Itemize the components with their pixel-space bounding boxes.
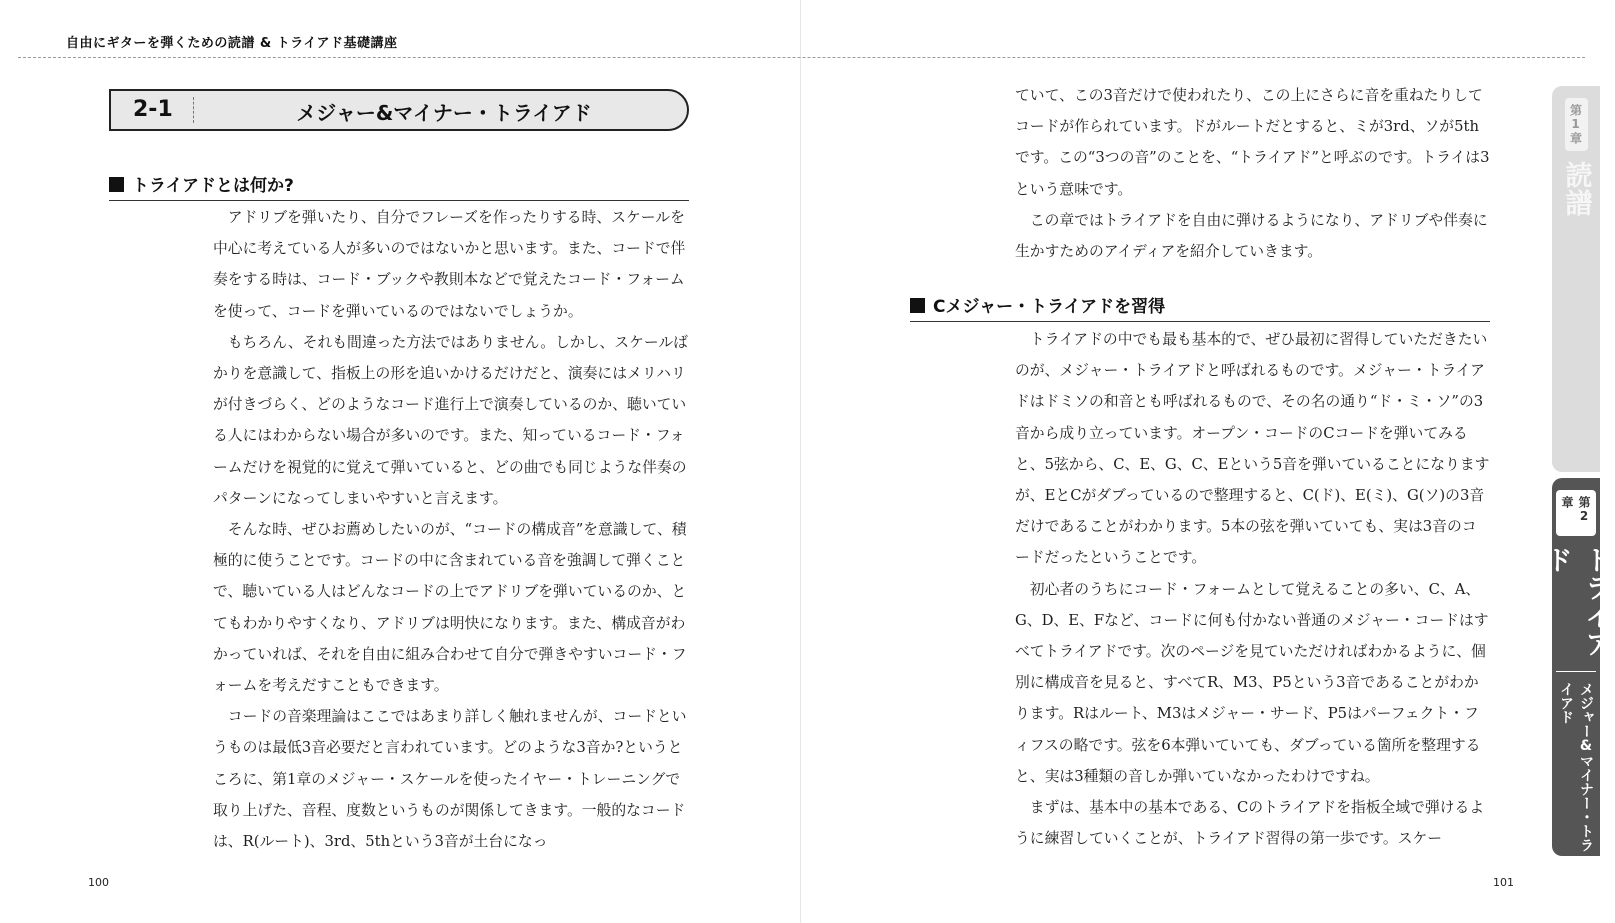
paragraph: コードの音楽理論はここではあまり詳しく触れませんが、コードというものは最低3音必要だと言われています。どのような3音か?というところに、第1章のメジャー・スケールを使ったイヤー・トレーニングで取り上げた、音程、度数というものが関係してきます。一般的なコードは、R(ルート)、3rd、5thという3音が土台になっ [213, 708, 687, 851]
right-body [1015, 324, 1491, 854]
paragraph: もちろん、それも間違った方法ではありません。しかし、スケールばかりを意識して、指板上の形を追いかけるだけだと、演奏にはメリハリが付きづらく、どのようなコード進行上で演奏しているのか、聴いている人にはわからない場合が多いのです。また、知っているコード・フォームだけを視覚的に覚えて弾いていると、どの曲でも同じような伴奏のパターンになってしまいやすいと言えます。 [213, 333, 688, 507]
paragraph: そんな時、ぜひお薦めしたいのが、“コードの構成音”を意識して、積極的に使うことです。コードの中に含まれている音を強調して弾くことで、聴いている人はどんなコードの上でアドリブを弾いているのか、とてもわかりやすくなり、アドリブは明快になります。また、構成音がわかっていれば、それを自由に組み合わせて自分で弾きやすいコード・フォームを考えだすこともできます。 [213, 521, 687, 695]
chapter-subtitle: メジャー&マイナー・トライアド [1556, 671, 1596, 856]
left-subhead-text: トライアドとは何か? [132, 176, 294, 196]
right-body-top [1015, 80, 1491, 267]
left-body [213, 202, 689, 857]
square-bullet-icon [910, 298, 925, 313]
chapter-label: 第1章 [1565, 98, 1588, 151]
section-number: 2-1 [133, 97, 173, 122]
page-number-right: 101 [1493, 876, 1514, 889]
chapter-title: 読譜 [1560, 161, 1592, 217]
square-bullet-icon [109, 177, 124, 192]
paragraph: 初心者のうちにコード・フォームとして覚えることの多い、C、A、G、D、E、Fなど、コードに何も付かない普通のメジャー・コードはすべてトライアドです。次のページを見ていただければわかるように、個別に構成音を見ると、すべてR、M3、P5という3音であることがわかります。Rはルート、M3はメジャー・サード、P5はパーフェクト・フィフスの略です。弦を6本弾いていても、ダブっている箇所を整理すると、実は3種類の音しか弾いていなかったわけですね。 [1015, 580, 1489, 785]
paragraph: トライアドの中でも最も基本的で、ぜひ最初に習得していただきたいのが、メジャー・トライアドと呼ばれるものです。メジャー・トライアドはドミソの和音とも呼ばれるもので、その名の通り“ド・ミ・ソ”の3音から成り立っています。オープン・コードのCコードを弾いてみると、5弦から、C、E、G、C、Eという5音を弾いていることになりますが、EとCがダブっているので整理すると、C(ド)、E(ミ)、G(ソ)の3音だけであることがわかります。5本の弦を弾いていても、実は3音のコードだったということです。 [1015, 331, 1490, 567]
left-subhead [109, 171, 689, 201]
right-subhead [910, 292, 1490, 322]
chapter-tab-2[interactable] [1541, 478, 1611, 856]
gutter [800, 0, 801, 923]
running-head: 自由にギターを弾くための読譜 & トライアド基礎講座 [66, 36, 398, 51]
paragraph: この章ではトライアドを自由に弾けるようになり、アドリブや伴奏に生かすためのアイディアを紹介していきます。 [1015, 211, 1488, 261]
right-subhead-text: Cメジャー・トライアドを習得 [933, 297, 1166, 317]
chapter-title: トライアド [1541, 545, 1611, 658]
paragraph: ていて、この3音だけで使われたり、この上にさらに音を重ねたりしてコードが作られています。ドがルートだとすると、ミが3rd、ソが5thです。この“3つの音”のことを、“トライアド”と呼ぶのです。トライは3という意味です。 [1015, 87, 1490, 198]
banner-divider [193, 97, 194, 123]
paragraph: アドリブを弾いたり、自分でフレーズを作ったりする時、スケールを中心に考えている人が多いのではないかと思います。また、コードで伴奏をする時は、コード・ブックや教則本などで覚えたコード・フォームを使って、コードを弾いているのではないでしょうか。 [213, 209, 686, 320]
header-rule [18, 57, 1585, 58]
section-banner [109, 89, 689, 131]
section-title: メジャー&マイナー・トライアド [296, 101, 592, 125]
chapter-tab-1[interactable] [1552, 86, 1600, 472]
paragraph: まずは、基本中の基本である、Cのトライアドを指板全域で弾けるように練習していくことが、トライアド習得の第一歩です。スケー [1015, 799, 1485, 848]
page-number-left: 100 [88, 876, 109, 889]
chapter-label: 第2章 [1556, 490, 1596, 536]
